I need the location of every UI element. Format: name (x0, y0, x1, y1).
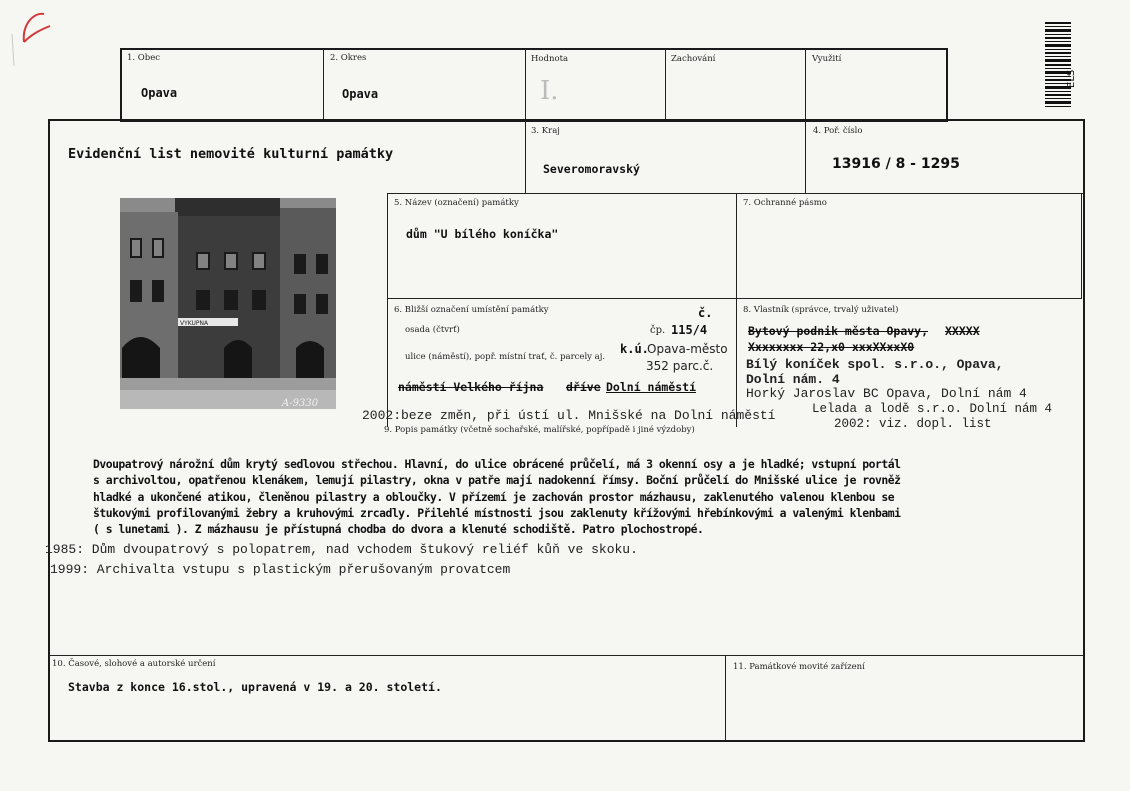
side-code: ELS (1066, 69, 1077, 88)
vlastnik-line4: Dolní nám. 4 (746, 372, 840, 387)
urceni-label: 10. Časové, slohové a autorské určení (52, 659, 216, 669)
hodnota-label: Hodnota (531, 54, 569, 64)
c-label: č. (698, 306, 713, 320)
building-photo (120, 198, 336, 409)
nazev-value: dům "U bílého koníčka" (406, 227, 559, 241)
barcode-icon (1043, 22, 1079, 108)
cp-value: 115/4 (671, 323, 708, 337)
obec-label: 1. Obec (127, 53, 161, 63)
popis-line: Dvoupatrový nárožní dům krytý sedlovou střechou. Hlavní, do ulice obrácené průčelí, má 3 okenní osy a je hladké; vstupní portál (93, 457, 901, 471)
zarizeni-label: 11. Památkové movité zařízení (733, 662, 865, 672)
vlastnik-line3: Bílý koníček spol. s.r.o., Opava, (746, 357, 1004, 372)
zachovani-label: Zachování (671, 54, 716, 64)
osada-label: osada (čtvrť) (405, 325, 460, 335)
ulice-value: Dolní náměstí (606, 380, 697, 394)
popis-line: hladké a ukončené atikou, členěnou pilastry a obloučky. V přízemí je zachován prostor mázhausu, zaklenutého valenou klenbou se (93, 489, 895, 504)
umisteni-note-2002: 2002:beze změn, při ústí ul. Mnišské na Dolní náměstí (362, 408, 776, 423)
ulice-struck: náměstí Velkého října (398, 380, 544, 394)
kraj-value: Severomoravský (543, 162, 640, 176)
vlastnik-struck-line1: Bytový podnik města Opavy, (748, 324, 929, 338)
popis-line: ( s lunetami ). Z mázhausu je přístupná chodba do dvora a klenuté schodiště. Patro plochostropé. (93, 522, 704, 537)
popis-note-1999: 1999: Archivalta vstupu s plastickým přerušovaným provatcem (50, 562, 511, 577)
svg-text:VYKUPNA: VYKUPNA (180, 320, 209, 327)
ku-label: k.ú. (620, 342, 649, 356)
building-icon (120, 198, 336, 409)
nazev-label: 5. Název (označení) památky (394, 198, 519, 208)
hodnota-value: I. (540, 76, 559, 106)
ku-value: Opava-město (647, 342, 728, 356)
popis-note-1985: 1985: Dům dvoupatrový s polopatrem, nad vchodem štukový reliéf kůň ve skoku. (45, 542, 638, 557)
vyuziti-label: Využití (812, 54, 842, 64)
porcislo-label: 4. Poř. číslo (813, 126, 863, 136)
popis-text (93, 456, 1013, 537)
okres-label: 2. Okres (330, 53, 367, 63)
cp-label: čp. (650, 325, 666, 336)
popis-label: 9. Popis památky (včetně sochařské, malířské, popřípadě i jiné výzdoby) (384, 425, 695, 435)
vlastnik-label: 8. Vlastník (správce, trvalý uživatel) (743, 305, 899, 315)
popis-line: štukovými profilovanými žebry a kruhovými zrcadly. Přilehlé místnosti jsou zaklenuty křížovými hřebínkovými a valenými klenbami (93, 505, 901, 520)
pasmo-label: 7. Ochranné pásmo (743, 198, 827, 208)
porcislo-value: 13916 / 8 - 1295 (832, 156, 960, 172)
doc-title: Evidenční list nemovité kulturní památky (68, 146, 394, 162)
kraj-label: 3. Kraj (531, 126, 560, 136)
photo-caption: A-9330 (282, 398, 319, 409)
umisteni-label: 6. Bližší označení umístění památky (394, 305, 549, 315)
vlastnik-struck-x1: XXXXX (945, 324, 980, 338)
okres-value: Opava (342, 87, 379, 101)
vlastnik-line7: 2002: viz. dopl. list (834, 417, 992, 431)
vlastnik-struck-line2: Xxxxxxxx 22,x0 xxxXXxxX0 (748, 340, 915, 354)
vlastnik-line6: Lelada a lodě s.r.o. Dolní nám 4 (812, 402, 1053, 416)
pen-mark-icon (4, 4, 54, 74)
vlastnik-line5: Horký Jaroslav BC Opava, Dolní nám 4 (746, 386, 1027, 401)
popis-line: s archivoltou, opatřenou klenákem, lemují pilastry, okna v patře mají nadokenní římsy. Boční průčelí do Mnišské ulice je rovněž (93, 473, 901, 488)
ulice-label: ulice (náměstí), popř. místní trať, č. parcely aj. (405, 352, 606, 362)
drive-label: dříve (566, 380, 601, 394)
urceni-value: Stavba z konce 16.stol., upravená v 19. a 20. století. (68, 680, 442, 694)
obec-value: Opava (141, 86, 178, 100)
parc-value: 352 parc.č. (646, 359, 714, 373)
